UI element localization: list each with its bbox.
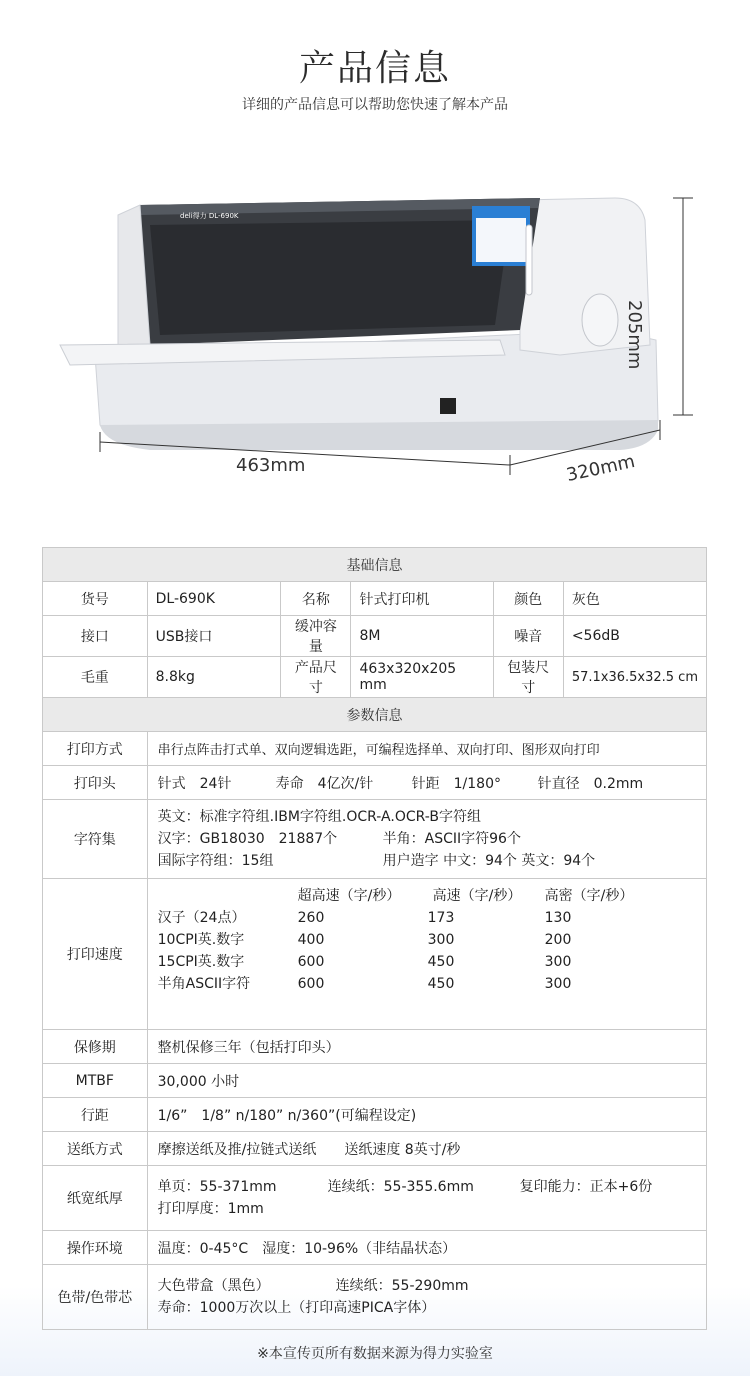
charset-intl: 国际字符组：15组	[157, 853, 274, 869]
value-interface: USB接口	[147, 616, 281, 657]
label-noise: 噪音	[493, 616, 563, 657]
value-color: 灰色	[563, 582, 706, 616]
label-paper-width: 纸宽纸厚	[43, 1166, 148, 1231]
value-print-head	[147, 766, 706, 800]
value-size: 463x320x205 mm	[351, 657, 493, 698]
speed-header	[158, 885, 698, 907]
value-paper-feed: 摩擦送纸及推/拉链式送纸 送纸速度 8英寸/秒	[147, 1132, 706, 1166]
paper-single: 单页：55-371mm	[157, 1179, 277, 1195]
label-paper-feed: 送纸方式	[43, 1132, 148, 1166]
charset-hanzi: 汉字：GB18030 21887个	[157, 831, 338, 847]
basic-info-header: 基础信息	[43, 548, 707, 582]
label-print-method: 打印方式	[43, 732, 148, 766]
ribbon-box: 大色带盒（黑色）	[157, 1278, 270, 1294]
table-row	[43, 879, 707, 1030]
charset-user: 用户造字 中文：94个 英文：94个	[382, 853, 596, 869]
print-head-diameter: 针直径 0.2mm	[537, 775, 644, 792]
ribbon-paper: 连续纸：55-290mm	[335, 1278, 469, 1294]
label-name: 名称	[281, 582, 351, 616]
value-ribbon	[147, 1265, 706, 1330]
table-row	[43, 766, 707, 800]
value-warranty: 整机保修三年（包括打印头）	[147, 1030, 706, 1064]
value-mtbf: 30,000 小时	[147, 1064, 706, 1098]
depth-dimension: 320mm	[564, 451, 637, 486]
table-row	[43, 582, 707, 616]
label-environment: 操作环境	[43, 1231, 148, 1265]
charset-line: 英文：标准字符组.IBM字符组.OCR-A.OCR-B字符组	[157, 809, 481, 825]
speed-row: 半角ASCII字符 600 450 300	[157, 976, 572, 992]
footer-note: ※本宣传页所有数据来源为得力实验室	[257, 1346, 493, 1362]
label-warranty: 保修期	[43, 1030, 148, 1064]
charset-line	[158, 828, 698, 850]
value-buffer: 8M	[351, 616, 493, 657]
print-head-life: 寿命 4亿次/针	[275, 775, 374, 792]
paper-thickness: 打印厚度：1mm	[157, 1201, 264, 1217]
speed-col-high: 高速（字/秒）	[432, 888, 522, 904]
paper-continuous: 连续纸：55-355.6mm	[327, 1179, 474, 1195]
label-sku: 货号	[43, 582, 148, 616]
width-dimension: 463mm	[236, 455, 306, 476]
table-row	[43, 1030, 707, 1064]
charset-half: 半角：ASCII字符96个	[382, 831, 521, 847]
paper-copies: 复印能力：正本+6份	[519, 1179, 653, 1195]
printer-illustration	[0, 180, 750, 500]
value-weight: 8.8kg	[147, 657, 281, 698]
label-size: 产品尺寸	[281, 657, 351, 698]
table-row	[43, 1166, 707, 1231]
speed-row: 10CPI英.数字 400 300 200	[157, 932, 572, 948]
table-row	[43, 1064, 707, 1098]
label-mtbf: MTBF	[43, 1064, 148, 1098]
speed-col-ultra: 超高速（字/秒）	[297, 888, 401, 904]
page-title: 产品信息	[298, 48, 451, 89]
print-head-pins: 针式 24针	[157, 775, 232, 792]
label-interface: 接口	[43, 616, 148, 657]
height-dimension: 205mm	[624, 300, 645, 370]
speed-col-dense: 高密（字/秒）	[544, 888, 634, 904]
label-print-head: 打印头	[43, 766, 148, 800]
spec-table	[42, 547, 707, 1330]
value-name: 针式打印机	[351, 582, 493, 616]
label-package: 包装尺寸	[493, 657, 563, 698]
table-row	[43, 616, 707, 657]
table-row	[43, 732, 707, 766]
value-sku: DL-690K	[147, 582, 281, 616]
params-header: 参数信息	[43, 698, 707, 732]
page-subtitle: 详细的产品信息可以帮助您快速了解本产品	[242, 97, 508, 113]
print-head-pitch: 针距 1/180°	[411, 775, 501, 792]
value-noise: <56dB	[563, 616, 706, 657]
table-row	[43, 1231, 707, 1265]
table-row	[43, 800, 707, 879]
charset-line	[158, 850, 698, 872]
table-row	[43, 1265, 707, 1330]
table-row	[43, 1132, 707, 1166]
label-charset: 字符集	[43, 800, 148, 879]
value-paper-width	[147, 1166, 706, 1231]
label-line-spacing: 行距	[43, 1098, 148, 1132]
label-ribbon: 色带/色带芯	[43, 1265, 148, 1330]
value-print-method: 串行点阵击打式单、双向逻辑选距，可编程选择单、双向打印、图形双向打印	[147, 732, 706, 766]
brand-logo: deli得力 DL-690K	[180, 212, 239, 220]
label-buffer: 缓冲容量	[281, 616, 351, 657]
label-weight: 毛重	[43, 657, 148, 698]
table-row	[43, 657, 707, 698]
table-row	[43, 1098, 707, 1132]
value-package: 57.1x36.5x32.5 cm	[563, 657, 706, 698]
value-speed	[147, 879, 706, 1030]
label-speed: 打印速度	[43, 879, 148, 1030]
value-line-spacing: 1/6” 1/8” n/180” n/360”(可编程设定)	[147, 1098, 706, 1132]
ribbon-life: 寿命：1000万次以上（打印高速PICA字体）	[157, 1300, 436, 1316]
value-charset	[147, 800, 706, 879]
label-color: 颜色	[493, 582, 563, 616]
speed-row: 汉子（24点） 260 173 130	[157, 910, 572, 926]
speed-row: 15CPI英.数字 600 450 300	[157, 954, 572, 970]
value-environment: 温度：0-45°C 湿度：10-96%（非结晶状态）	[147, 1231, 706, 1265]
